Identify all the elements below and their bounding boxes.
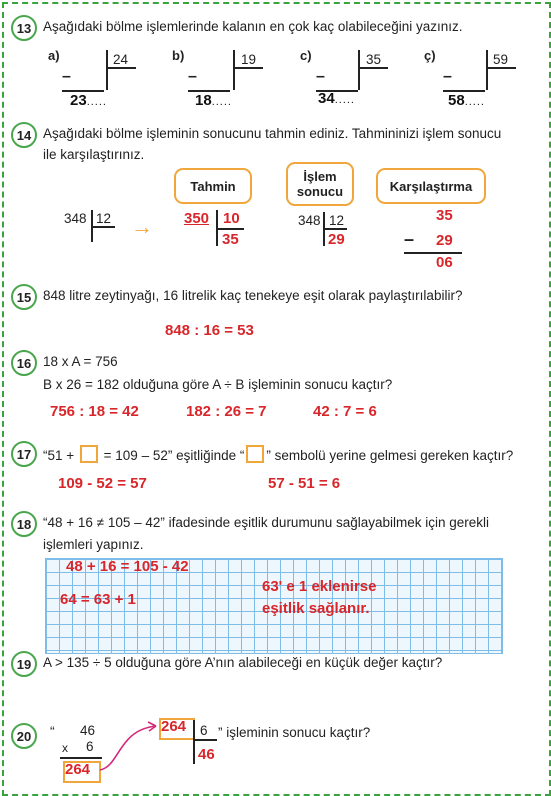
question-19-text: A > 135 ÷ 5 olduğuna göre A’nın alabileceği en küçük değer kaçtır?	[43, 655, 443, 670]
question-13-text: Aşağıdaki bölme işlemlerinde kalanın en çok kaç olabileceğini yazınız.	[43, 19, 463, 34]
q14-divisor-line	[91, 226, 115, 228]
q13-minus-d: –	[443, 68, 452, 85]
q14-est-result: 35	[222, 231, 239, 248]
q16-answer-3: 42 : 7 = 6	[313, 403, 377, 420]
question-14-text-line2: ile karşılaştırınız.	[43, 147, 145, 162]
q17-answer-2: 57 - 51 = 6	[268, 475, 341, 492]
header-islem-line2: sonucu	[296, 184, 344, 199]
page-frame	[2, 2, 551, 796]
q13-divisor-line-a	[106, 67, 136, 69]
q14-est-divisor: 10	[223, 210, 240, 227]
q14-real-dividend: 348	[298, 213, 321, 228]
q14-real-divisor-line	[323, 228, 347, 230]
q13-label-a: a)	[48, 48, 60, 63]
q13-minus-c: –	[316, 68, 325, 85]
q14-cmp-diff: 06	[436, 254, 453, 271]
question-18-text-line2: işlemleri yapınız.	[43, 537, 144, 552]
q17-answer-1: 109 - 52 = 57	[58, 475, 147, 492]
q13-divisor-a: 24	[113, 52, 129, 67]
question-number-20: 20	[11, 723, 37, 749]
q14-cmp-line	[404, 252, 462, 254]
q13-divisor-line-c	[358, 67, 388, 69]
q13-label-d: ç)	[424, 48, 436, 63]
q20-answer: 46	[198, 746, 215, 763]
q13-division-bar-c	[358, 50, 360, 90]
question-number-14: 14	[11, 122, 37, 148]
q13-answer-b: 18.....	[195, 92, 232, 109]
pink-curved-arrow-icon	[96, 718, 166, 778]
q20-product: 264	[65, 761, 91, 778]
question-number-16: 16	[11, 350, 37, 376]
q13-minus-a: –	[62, 68, 71, 85]
q20-division-bar	[193, 720, 195, 764]
q14-est-divisor-line	[216, 228, 244, 230]
q13-divisor-b: 19	[241, 52, 257, 67]
question-number-13: 13	[11, 15, 37, 41]
q13-division-bar-a	[106, 50, 108, 90]
q18-answer-3: 63' e 1 eklenirse	[262, 578, 377, 595]
q13-answer-d: 58.....	[448, 92, 485, 109]
empty-square-icon	[246, 445, 264, 463]
header-tahmin: Tahmin	[174, 168, 252, 204]
q16-answer-2: 182 : 26 = 7	[186, 403, 267, 420]
q13-divisor-d: 59	[493, 52, 509, 67]
q14-real-result: 29	[328, 231, 345, 248]
q13-divisor-line-d	[486, 67, 516, 69]
q14-est-dividend: 350	[184, 210, 210, 227]
q14-real-divisor: 12	[329, 213, 345, 228]
q18-answer-4: eşitlik sağlanır.	[262, 600, 370, 617]
question-15-text: 848 litre zeytinyağı, 16 litrelik kaç tenekeye eşit olarak paylaştırılabilir?	[43, 288, 463, 303]
question-20-text: ” işleminin sonucu kaçtır?	[218, 725, 371, 740]
q14-cmp-b: 29	[436, 232, 453, 249]
q13-answer-a: 23.....	[70, 92, 107, 109]
q20-mult-top: 46	[80, 723, 96, 738]
q14-dividend: 348	[64, 211, 87, 226]
q20-mult-bottom: 6	[86, 739, 94, 754]
q13-division-bar-d	[486, 50, 488, 90]
q13-label-b: b)	[172, 48, 185, 63]
question-14-text-line1: Aşağıdaki bölme işleminin sonucunu tahmin ediniz. Tahmininizi işlem sonucu	[43, 126, 502, 141]
q16-answer-1: 756 : 18 = 42	[50, 403, 139, 420]
question-number-18: 18	[11, 511, 37, 537]
q20-open-quote: “	[50, 723, 55, 739]
header-islem-sonucu	[286, 162, 354, 206]
question-17-text: “51 + = 109 – 52” eşitliğinde “ ” sembolü yerine gelmesi gereken kaçtır?	[43, 445, 513, 463]
q13-label-c: c)	[300, 48, 312, 63]
q20-divisor-line	[193, 739, 217, 741]
question-number-15: 15	[11, 284, 37, 310]
q13-divisor-c: 35	[366, 52, 382, 67]
q13-answer-c: 34.....	[318, 90, 355, 107]
q14-divisor: 12	[96, 211, 112, 226]
header-islem-line1: İşlem	[303, 169, 337, 184]
q13-minus-b: –	[188, 68, 197, 85]
q18-answer-1: 48 + 16 = 105 - 42	[66, 558, 189, 575]
q20-divisor: 6	[200, 723, 208, 738]
question-number-19: 19	[11, 651, 37, 677]
question-18-text-line1: “48 + 16 ≠ 105 – 42” ifadesinde eşitlik durumunu sağlayabilmek için gerekli	[43, 515, 490, 530]
q14-cmp-minus: –	[404, 229, 415, 249]
q20-dividend: 264	[161, 718, 187, 735]
q15-answer: 848 : 16 = 53	[165, 322, 254, 339]
q13-divisor-line-b	[233, 67, 263, 69]
orange-arrow-icon: →	[131, 214, 153, 239]
empty-square-icon	[80, 445, 98, 463]
question-16-text-line1: 18 x A = 756	[43, 354, 118, 369]
q14-cmp-a: 35	[436, 207, 453, 224]
q20-times-sign: x	[62, 741, 68, 755]
q13-division-bar-b	[233, 50, 235, 90]
question-number-17: 17	[11, 441, 37, 467]
q18-answer-2: 64 = 63 + 1	[60, 591, 136, 608]
question-16-text-line2: B x 26 = 182 olduğuna göre A ÷ B işleminin sonucu kaçtır?	[43, 377, 393, 392]
header-karsilastirma: Karşılaştırma	[376, 168, 486, 204]
